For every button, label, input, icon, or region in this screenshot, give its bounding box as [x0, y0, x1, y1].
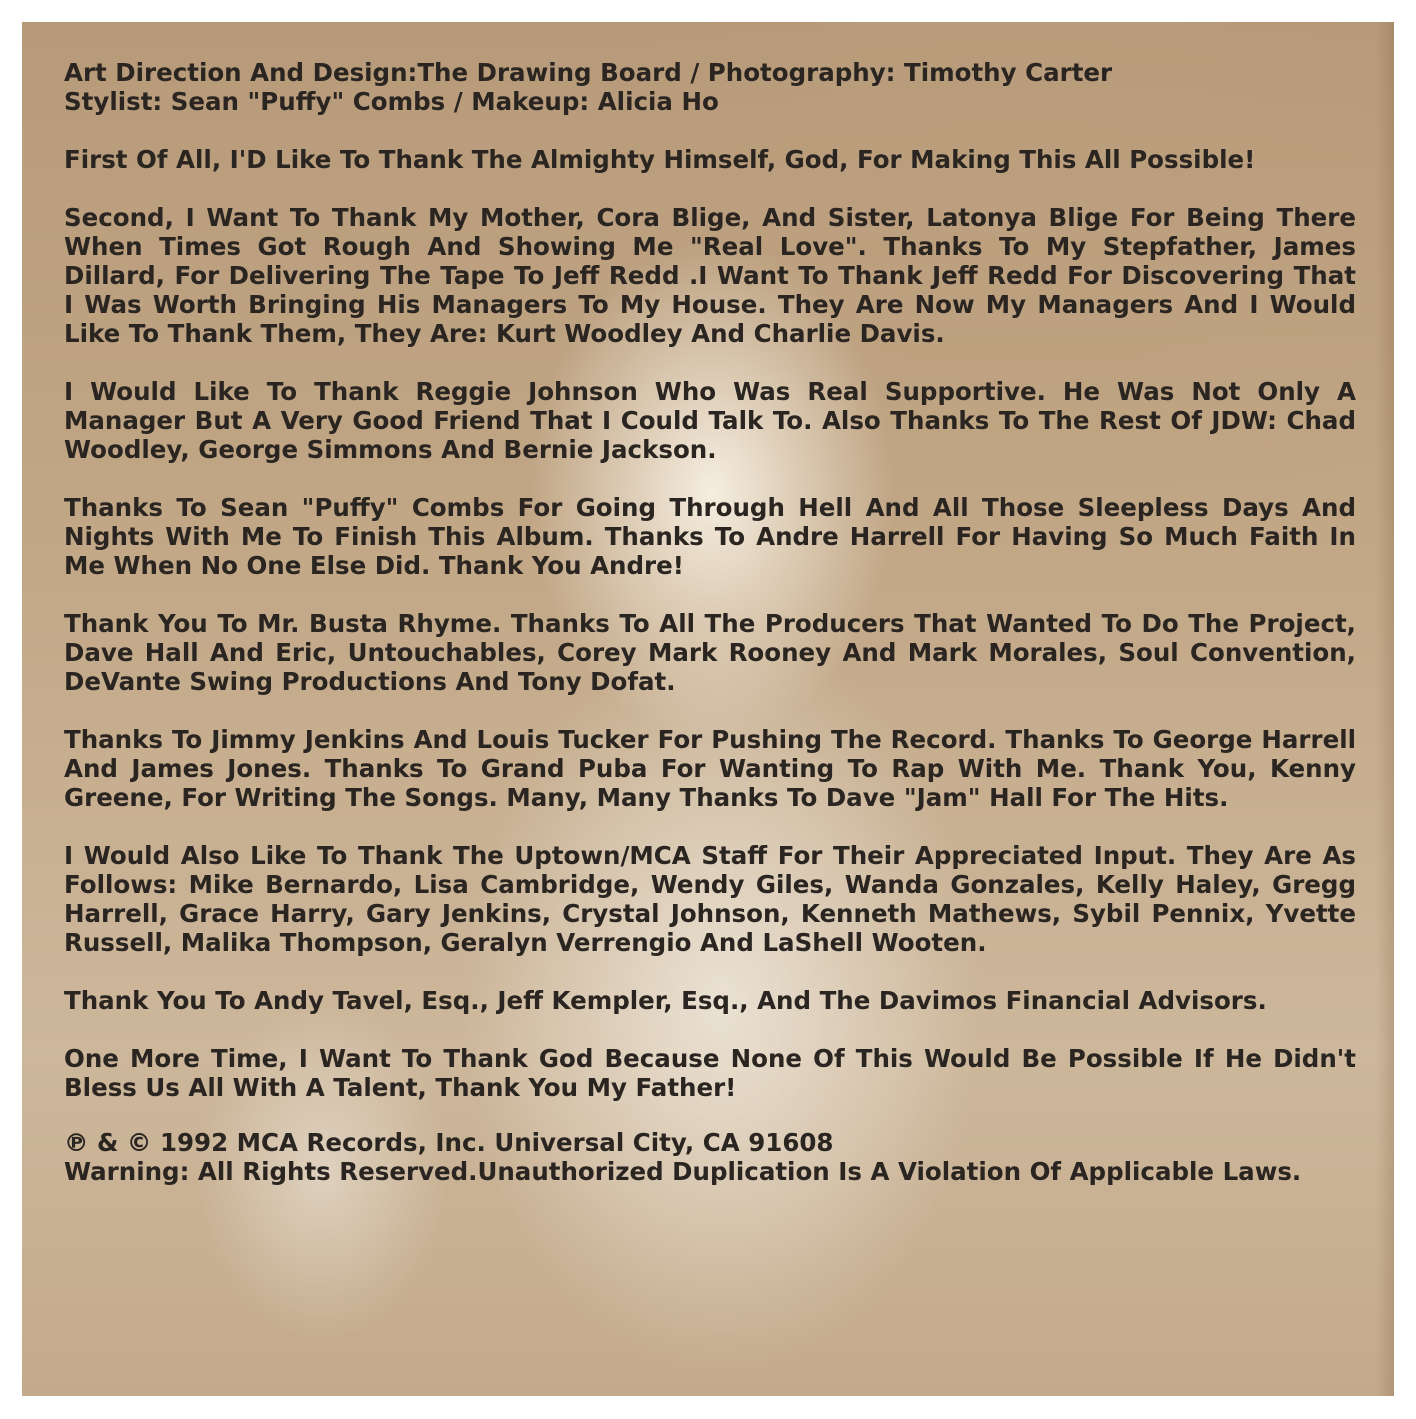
thanks-paragraph-producers: Thank You To Mr. Busta Rhyme. Thanks To All The Producers That Wanted To Do The Project, Dave Hall And Eric, Untouchables, Corey Mark Rooney And Mark Morales, Soul Convention, DeVante Swing Productions And Tony Dofat. [64, 609, 1356, 696]
credits-line-stylist-makeup: Stylist: Sean "Puffy" Combs / Makeup: Alicia Ho [64, 87, 719, 116]
copyright-notice: ℗ & © 1992 MCA Records, Inc. Universal City, CA 91608 [64, 1128, 834, 1157]
liner-notes-page [22, 22, 1394, 1396]
thanks-paragraph-family: Second, I Want To Thank My Mother, Cora Blige, And Sister, Latonya Blige For Being There When Times Got Rough And Showing Me "Real Love". Thanks To My Stepfather, James Dillard, For Delivering The Tape To Jeff Redd .I Want To Thank Jeff Redd For Discovering That I Was Worth Bringing His Managers To My House. They Are Now My Managers And I Would Like To Thank Them, They Are: Kurt Woodley And Charlie Davis. [64, 203, 1356, 348]
credits-block [64, 58, 1356, 116]
credits-line-art-photography: Art Direction And Design:The Drawing Board / Photography: Timothy Carter [64, 58, 1113, 87]
thanks-paragraph-reggie-johnson: I Would Like To Thank Reggie Johnson Who Was Real Supportive. He Was Not Only A Manager But A Very Good Friend That I Could Talk To. Also Thanks To The Rest Of JDW: Chad Woodley, George Simmons And Bernie Jackson. [64, 377, 1356, 464]
thanks-paragraph-god: First Of All, I'D Like To Thank The Almighty Himself, God, For Making This All Possible! [64, 145, 1256, 174]
legal-block [64, 1128, 1356, 1186]
thanks-paragraph-closing: One More Time, I Want To Thank God Because None Of This Would Be Possible If He Didn't Bless Us All With A Talent, Thank You My Father! [64, 1044, 1356, 1102]
thanks-paragraph-puffy-andre: Thanks To Sean "Puffy" Combs For Going Through Hell And All Those Sleepless Days And Nights With Me To Finish This Album. Thanks To Andre Harrell For Having So Much Faith In Me When No One Else Did. Thank You Andre! [64, 493, 1356, 580]
warning-notice: Warning: All Rights Reserved.Unauthorized Duplication Is A Violation Of Applicable Laws. [64, 1157, 1302, 1186]
thanks-paragraph-uptown-staff: I Would Also Like To Thank The Uptown/MCA Staff For Their Appreciated Input. They Are As Follows: Mike Bernardo, Lisa Cambridge, Wendy Giles, Wanda Gonzales, Kelly Haley, Gregg Harrell, Grace Harry, Gary Jenkins, Crystal Johnson, Kenneth Mathews, Sybil Pennix, Yvette Russell, Malika Thompson, Geralyn Verrengio And LaShell Wooten. [64, 841, 1356, 957]
thanks-paragraph-promotion-writers: Thanks To Jimmy Jenkins And Louis Tucker For Pushing The Record. Thanks To George Harrell And James Jones. Thanks To Grand Puba For Wanting To Rap With Me. Thank You, Kenny Greene, For Writing The Songs. Many, Many Thanks To Dave "Jam" Hall For The Hits. [64, 725, 1356, 812]
thanks-paragraph-legal-advisors: Thank You To Andy Tavel, Esq., Jeff Kempler, Esq., And The Davimos Financial Advisors. [64, 986, 1267, 1015]
liner-notes-text [64, 58, 1356, 1215]
